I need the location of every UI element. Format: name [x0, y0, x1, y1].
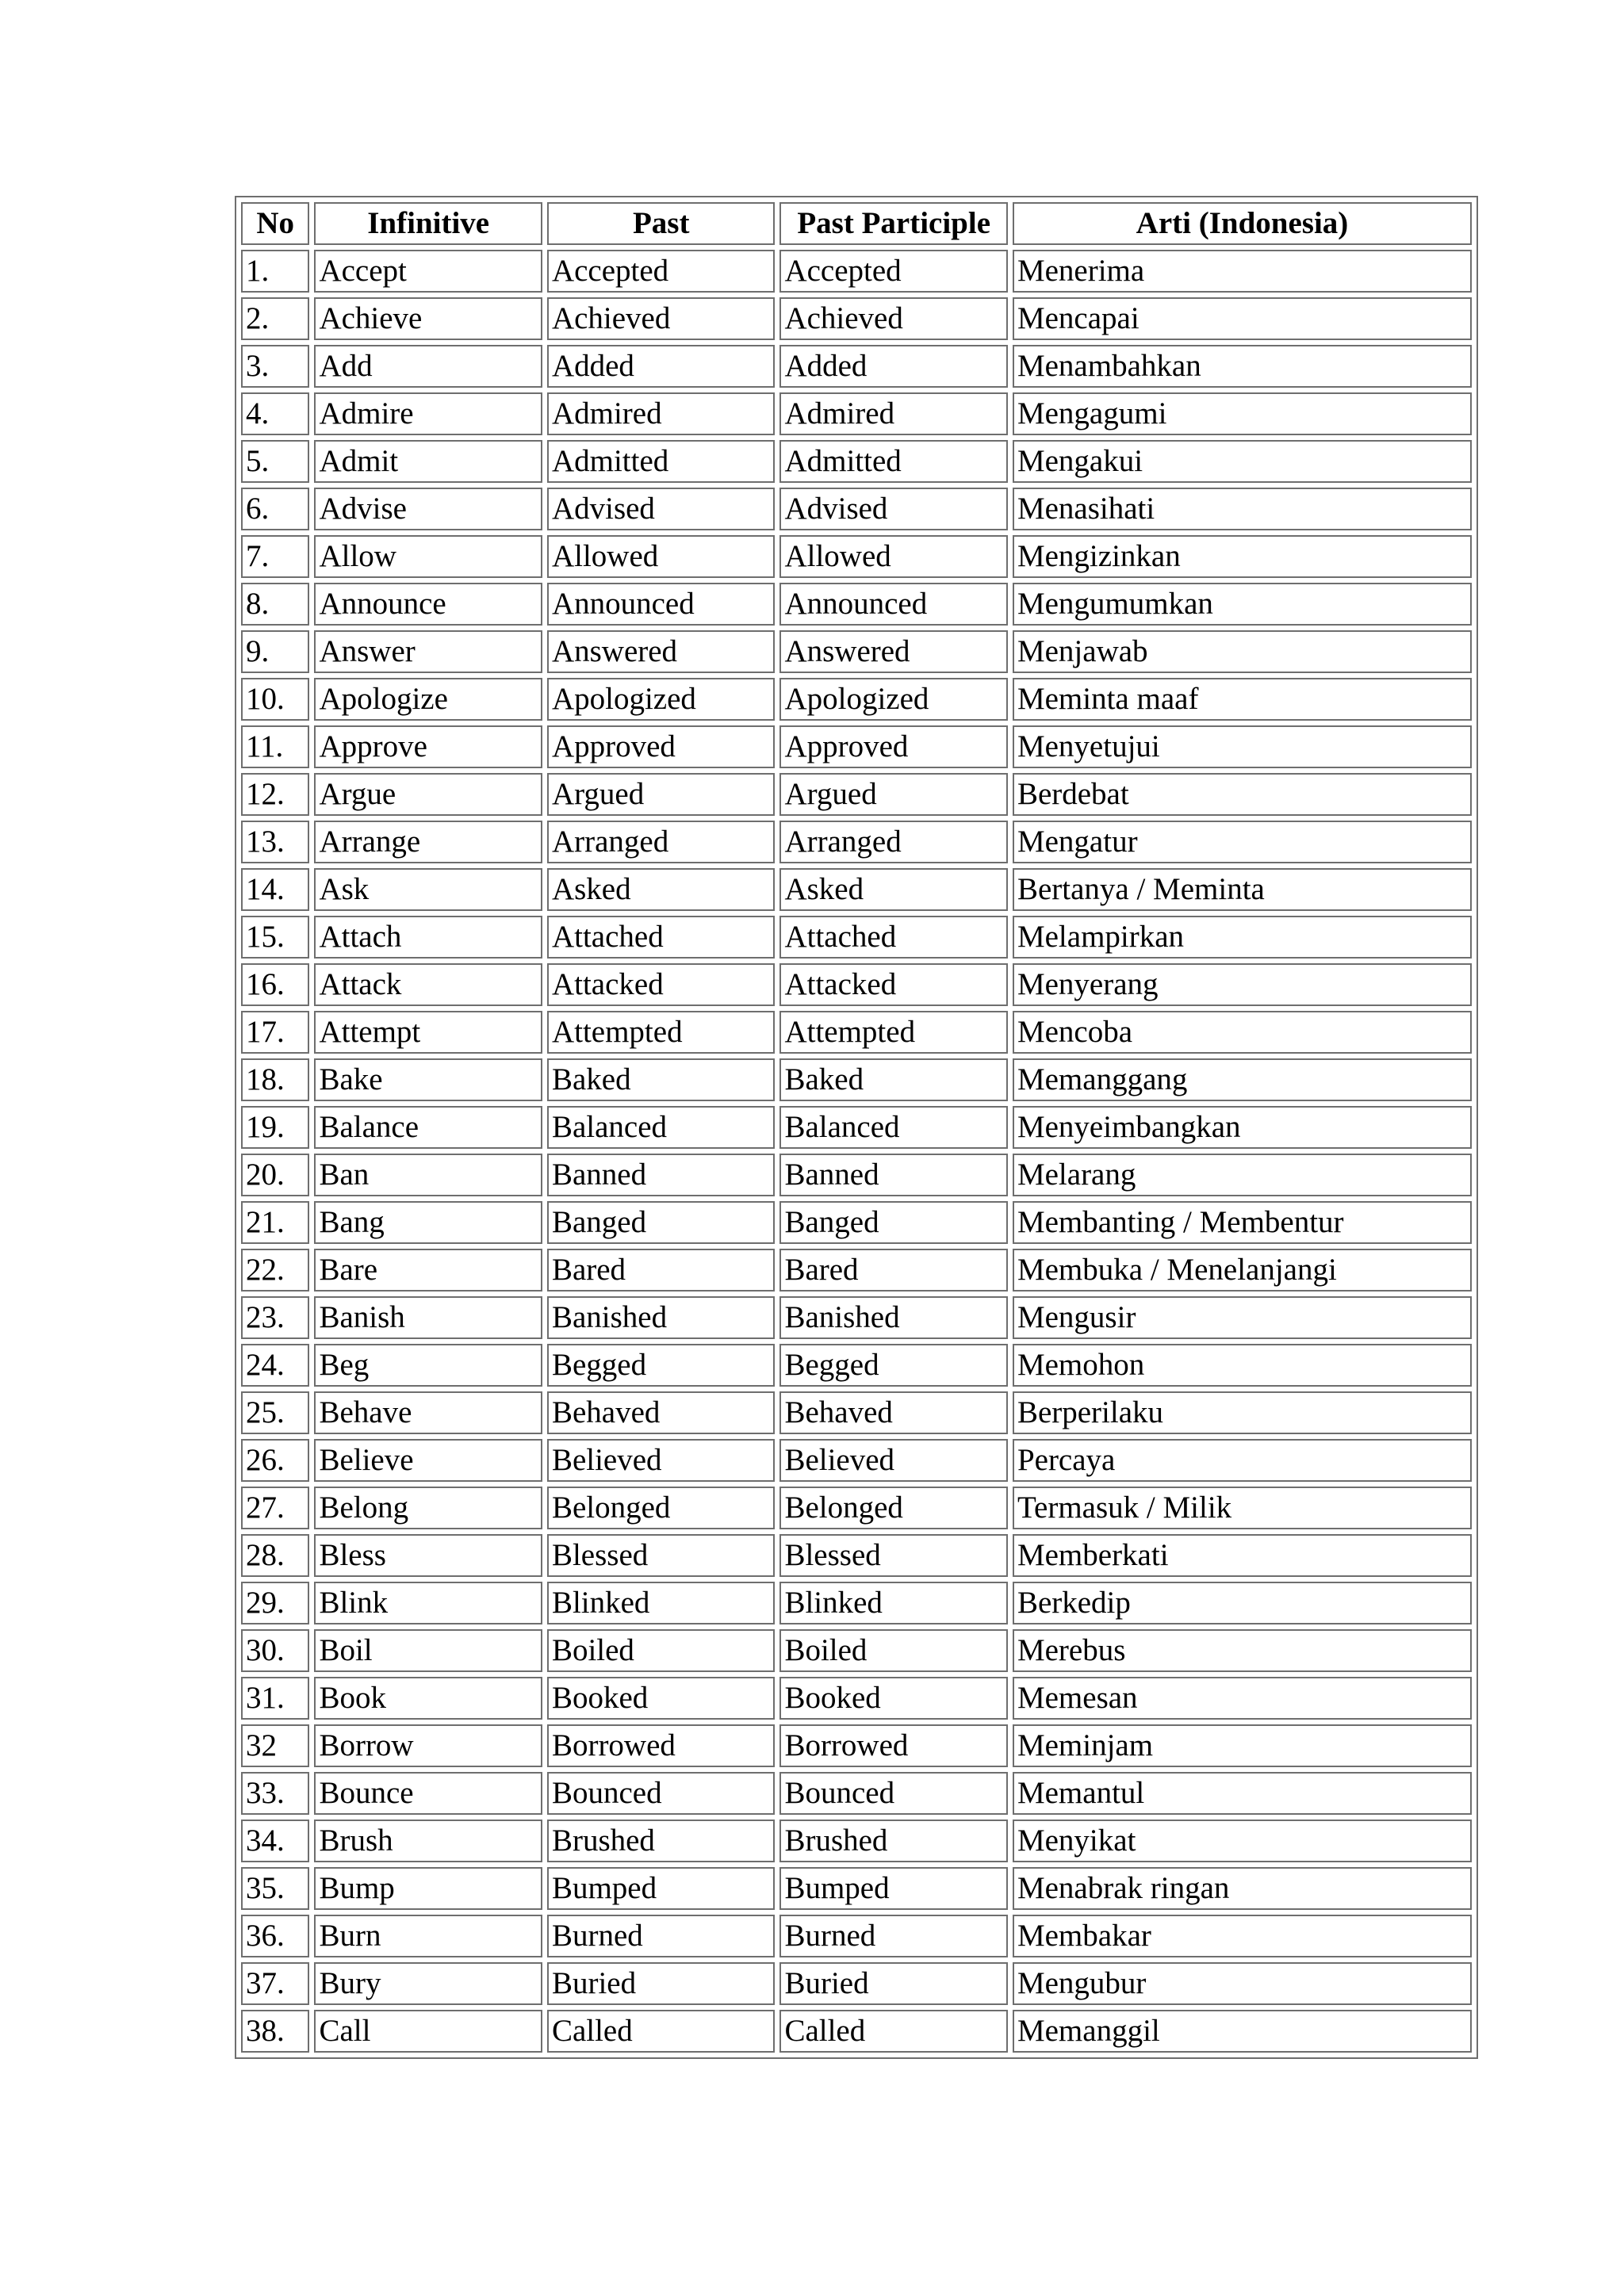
- cell-past-participle: Announced: [779, 583, 1008, 626]
- cell-arti: Menambahkan: [1013, 345, 1472, 388]
- cell-past-participle: Belonged: [779, 1487, 1008, 1529]
- cell-no: 17.: [241, 1011, 309, 1054]
- cell-past-participle: Begged: [779, 1344, 1008, 1387]
- cell-past: Admired: [547, 392, 776, 435]
- cell-infinitive: Bang: [314, 1201, 542, 1244]
- cell-infinitive: Achieve: [314, 297, 542, 340]
- cell-arti: Mengumumkan: [1013, 583, 1472, 626]
- cell-past: Borrowed: [547, 1724, 776, 1767]
- cell-arti: Memesan: [1013, 1677, 1472, 1720]
- cell-no: 12.: [241, 773, 309, 816]
- table-body: [241, 250, 1472, 2053]
- cell-past-participle: Bumped: [779, 1867, 1008, 1910]
- cell-past-participle: Approved: [779, 725, 1008, 768]
- table-row: [241, 392, 1472, 435]
- table-row: [241, 1867, 1472, 1910]
- cell-arti: Mengakui: [1013, 440, 1472, 483]
- cell-no: 23.: [241, 1296, 309, 1339]
- cell-arti: Termasuk / Milik: [1013, 1487, 1472, 1529]
- cell-no: 4.: [241, 392, 309, 435]
- cell-arti: Mengusir: [1013, 1296, 1472, 1339]
- cell-arti: Mencapai: [1013, 297, 1472, 340]
- cell-past-participle: Called: [779, 2010, 1008, 2053]
- cell-past: Announced: [547, 583, 776, 626]
- cell-infinitive: Attempt: [314, 1011, 542, 1054]
- cell-past-participle: Blessed: [779, 1534, 1008, 1577]
- cell-infinitive: Banish: [314, 1296, 542, 1339]
- cell-no: 38.: [241, 2010, 309, 2053]
- cell-past-participle: Banished: [779, 1296, 1008, 1339]
- header-arti: Arti (Indonesia): [1013, 202, 1472, 245]
- header-past-participle: Past Participle: [779, 202, 1008, 245]
- cell-arti: Menyikat: [1013, 1820, 1472, 1862]
- cell-infinitive: Beg: [314, 1344, 542, 1387]
- cell-past: Buried: [547, 1962, 776, 2005]
- cell-arti: Meminta maaf: [1013, 678, 1472, 721]
- cell-past-participle: Apologized: [779, 678, 1008, 721]
- cell-past: Added: [547, 345, 776, 388]
- cell-past-participle: Attempted: [779, 1011, 1008, 1054]
- table-row: [241, 1582, 1472, 1624]
- cell-arti: Memanggil: [1013, 2010, 1472, 2053]
- cell-no: 19.: [241, 1106, 309, 1149]
- cell-arti: Membanting / Membentur: [1013, 1201, 1472, 1244]
- cell-arti: Memanggang: [1013, 1058, 1472, 1101]
- cell-arti: Mengubur: [1013, 1962, 1472, 2005]
- cell-past-participle: Accepted: [779, 250, 1008, 293]
- cell-infinitive: Answer: [314, 630, 542, 673]
- table-row: [241, 583, 1472, 626]
- cell-no: 24.: [241, 1344, 309, 1387]
- cell-no: 13.: [241, 821, 309, 863]
- cell-past: Bared: [547, 1249, 776, 1292]
- table-row: [241, 1439, 1472, 1482]
- table-row: [241, 1915, 1472, 1957]
- cell-no: 9.: [241, 630, 309, 673]
- cell-infinitive: Advise: [314, 488, 542, 530]
- cell-no: 18.: [241, 1058, 309, 1101]
- cell-arti: Menjawab: [1013, 630, 1472, 673]
- cell-past: Attempted: [547, 1011, 776, 1054]
- table-row: [241, 868, 1472, 911]
- cell-arti: Mengizinkan: [1013, 535, 1472, 578]
- cell-arti: Berdebat: [1013, 773, 1472, 816]
- cell-past-participle: Attached: [779, 916, 1008, 959]
- cell-past: Called: [547, 2010, 776, 2053]
- cell-no: 26.: [241, 1439, 309, 1482]
- cell-past: Bumped: [547, 1867, 776, 1910]
- table-row: [241, 1629, 1472, 1672]
- cell-no: 33.: [241, 1772, 309, 1815]
- cell-past: Achieved: [547, 297, 776, 340]
- cell-past-participle: Achieved: [779, 297, 1008, 340]
- table-row: [241, 1391, 1472, 1434]
- cell-infinitive: Announce: [314, 583, 542, 626]
- cell-past: Answered: [547, 630, 776, 673]
- cell-no: 36.: [241, 1915, 309, 1957]
- cell-past-participle: Bared: [779, 1249, 1008, 1292]
- cell-past-participle: Brushed: [779, 1820, 1008, 1862]
- cell-no: 37.: [241, 1962, 309, 2005]
- cell-past-participle: Banged: [779, 1201, 1008, 1244]
- cell-past: Attacked: [547, 963, 776, 1006]
- cell-past-participle: Argued: [779, 773, 1008, 816]
- cell-no: 30.: [241, 1629, 309, 1672]
- cell-arti: Mengatur: [1013, 821, 1472, 863]
- header-row: [241, 202, 1472, 245]
- cell-past-participle: Added: [779, 345, 1008, 388]
- cell-no: 5.: [241, 440, 309, 483]
- cell-no: 1.: [241, 250, 309, 293]
- verb-table: [235, 196, 1478, 2059]
- cell-arti: Menyeimbangkan: [1013, 1106, 1472, 1149]
- table-row: [241, 725, 1472, 768]
- cell-no: 15.: [241, 916, 309, 959]
- cell-past: Blinked: [547, 1582, 776, 1624]
- cell-arti: Memohon: [1013, 1344, 1472, 1387]
- cell-no: 20.: [241, 1154, 309, 1196]
- cell-past: Asked: [547, 868, 776, 911]
- cell-arti: Menyerang: [1013, 963, 1472, 1006]
- table-row: [241, 1154, 1472, 1196]
- cell-infinitive: Behave: [314, 1391, 542, 1434]
- table-row: [241, 1534, 1472, 1577]
- table-row: [241, 1249, 1472, 1292]
- cell-infinitive: Bake: [314, 1058, 542, 1101]
- cell-infinitive: Boil: [314, 1629, 542, 1672]
- cell-infinitive: Burn: [314, 1915, 542, 1957]
- cell-infinitive: Ban: [314, 1154, 542, 1196]
- cell-no: 28.: [241, 1534, 309, 1577]
- cell-past: Burned: [547, 1915, 776, 1957]
- table-row: [241, 963, 1472, 1006]
- cell-past-participle: Baked: [779, 1058, 1008, 1101]
- table-row: [241, 1201, 1472, 1244]
- table-row: [241, 678, 1472, 721]
- cell-arti: Percaya: [1013, 1439, 1472, 1482]
- cell-no: 6.: [241, 488, 309, 530]
- table-row: [241, 1487, 1472, 1529]
- cell-past: Baked: [547, 1058, 776, 1101]
- cell-arti: Menerima: [1013, 250, 1472, 293]
- table-row: [241, 1344, 1472, 1387]
- cell-no: 35.: [241, 1867, 309, 1910]
- table-row: [241, 488, 1472, 530]
- cell-infinitive: Argue: [314, 773, 542, 816]
- cell-no: 34.: [241, 1820, 309, 1862]
- table-row: [241, 1962, 1472, 2005]
- cell-infinitive: Bounce: [314, 1772, 542, 1815]
- cell-infinitive: Arrange: [314, 821, 542, 863]
- cell-past: Admitted: [547, 440, 776, 483]
- cell-no: 16.: [241, 963, 309, 1006]
- cell-past: Begged: [547, 1344, 776, 1387]
- table-row: [241, 345, 1472, 388]
- cell-infinitive: Apologize: [314, 678, 542, 721]
- cell-past: Advised: [547, 488, 776, 530]
- cell-arti: Meminjam: [1013, 1724, 1472, 1767]
- cell-past-participle: Believed: [779, 1439, 1008, 1482]
- cell-past: Banged: [547, 1201, 776, 1244]
- cell-no: 31.: [241, 1677, 309, 1720]
- cell-arti: Membakar: [1013, 1915, 1472, 1957]
- cell-infinitive: Admire: [314, 392, 542, 435]
- table-row: [241, 250, 1472, 293]
- cell-arti: Memberkati: [1013, 1534, 1472, 1577]
- cell-arti: Mencoba: [1013, 1011, 1472, 1054]
- cell-arti: Memantul: [1013, 1772, 1472, 1815]
- cell-past: Accepted: [547, 250, 776, 293]
- table-row: [241, 297, 1472, 340]
- cell-infinitive: Allow: [314, 535, 542, 578]
- header-infinitive: Infinitive: [314, 202, 542, 245]
- cell-past-participle: Bounced: [779, 1772, 1008, 1815]
- cell-past-participle: Borrowed: [779, 1724, 1008, 1767]
- cell-arti: Melarang: [1013, 1154, 1472, 1196]
- cell-no: 3.: [241, 345, 309, 388]
- cell-infinitive: Brush: [314, 1820, 542, 1862]
- table-row: [241, 1677, 1472, 1720]
- cell-arti: Mengagumi: [1013, 392, 1472, 435]
- cell-past: Apologized: [547, 678, 776, 721]
- cell-arti: Berperilaku: [1013, 1391, 1472, 1434]
- cell-infinitive: Admit: [314, 440, 542, 483]
- cell-past: Believed: [547, 1439, 776, 1482]
- cell-past-participle: Blinked: [779, 1582, 1008, 1624]
- cell-infinitive: Bless: [314, 1534, 542, 1577]
- cell-past-participle: Boiled: [779, 1629, 1008, 1672]
- cell-no: 32: [241, 1724, 309, 1767]
- cell-arti: Menabrak ringan: [1013, 1867, 1472, 1910]
- cell-past-participle: Admitted: [779, 440, 1008, 483]
- cell-infinitive: Belong: [314, 1487, 542, 1529]
- cell-infinitive: Bump: [314, 1867, 542, 1910]
- cell-infinitive: Borrow: [314, 1724, 542, 1767]
- cell-infinitive: Add: [314, 345, 542, 388]
- cell-past: Allowed: [547, 535, 776, 578]
- cell-infinitive: Book: [314, 1677, 542, 1720]
- cell-past: Brushed: [547, 1820, 776, 1862]
- cell-past-participle: Answered: [779, 630, 1008, 673]
- cell-arti: Merebus: [1013, 1629, 1472, 1672]
- table-row: [241, 1820, 1472, 1862]
- cell-past-participle: Buried: [779, 1962, 1008, 2005]
- cell-infinitive: Approve: [314, 725, 542, 768]
- cell-arti: Membuka / Menelanjangi: [1013, 1249, 1472, 1292]
- cell-past-participle: Arranged: [779, 821, 1008, 863]
- cell-past: Behaved: [547, 1391, 776, 1434]
- cell-infinitive: Call: [314, 2010, 542, 2053]
- table-row: [241, 773, 1472, 816]
- cell-past-participle: Admired: [779, 392, 1008, 435]
- cell-past-participle: Behaved: [779, 1391, 1008, 1434]
- cell-past: Attached: [547, 916, 776, 959]
- cell-no: 29.: [241, 1582, 309, 1624]
- cell-infinitive: Bury: [314, 1962, 542, 2005]
- cell-past-participle: Banned: [779, 1154, 1008, 1196]
- table-row: [241, 2010, 1472, 2053]
- cell-infinitive: Attach: [314, 916, 542, 959]
- table-header: [241, 202, 1472, 245]
- cell-past: Blessed: [547, 1534, 776, 1577]
- cell-past: Approved: [547, 725, 776, 768]
- cell-past-participle: Burned: [779, 1915, 1008, 1957]
- cell-past: Booked: [547, 1677, 776, 1720]
- cell-infinitive: Ask: [314, 868, 542, 911]
- cell-past-participle: Balanced: [779, 1106, 1008, 1149]
- cell-past: Bounced: [547, 1772, 776, 1815]
- cell-past: Banned: [547, 1154, 776, 1196]
- cell-infinitive: Blink: [314, 1582, 542, 1624]
- cell-arti: Menyetujui: [1013, 725, 1472, 768]
- cell-past-participle: Booked: [779, 1677, 1008, 1720]
- cell-past-participle: Advised: [779, 488, 1008, 530]
- table-row: [241, 1296, 1472, 1339]
- cell-past: Boiled: [547, 1629, 776, 1672]
- cell-no: 11.: [241, 725, 309, 768]
- cell-past: Belonged: [547, 1487, 776, 1529]
- table-row: [241, 1772, 1472, 1815]
- cell-past-participle: Attacked: [779, 963, 1008, 1006]
- cell-no: 21.: [241, 1201, 309, 1244]
- table-row: [241, 821, 1472, 863]
- cell-no: 10.: [241, 678, 309, 721]
- header-past: Past: [547, 202, 776, 245]
- table-row: [241, 1106, 1472, 1149]
- cell-past-participle: Asked: [779, 868, 1008, 911]
- table-row: [241, 630, 1472, 673]
- cell-no: 25.: [241, 1391, 309, 1434]
- cell-infinitive: Balance: [314, 1106, 542, 1149]
- cell-past: Arranged: [547, 821, 776, 863]
- cell-infinitive: Attack: [314, 963, 542, 1006]
- table-row: [241, 1011, 1472, 1054]
- cell-no: 8.: [241, 583, 309, 626]
- table-row: [241, 440, 1472, 483]
- table-row: [241, 1724, 1472, 1767]
- cell-infinitive: Accept: [314, 250, 542, 293]
- header-no: No: [241, 202, 309, 245]
- table-row: [241, 1058, 1472, 1101]
- cell-no: 7.: [241, 535, 309, 578]
- cell-arti: Melampirkan: [1013, 916, 1472, 959]
- cell-past: Banished: [547, 1296, 776, 1339]
- cell-no: 22.: [241, 1249, 309, 1292]
- cell-past-participle: Allowed: [779, 535, 1008, 578]
- cell-no: 2.: [241, 297, 309, 340]
- cell-infinitive: Believe: [314, 1439, 542, 1482]
- cell-past: Argued: [547, 773, 776, 816]
- cell-no: 14.: [241, 868, 309, 911]
- cell-arti: Menasihati: [1013, 488, 1472, 530]
- cell-infinitive: Bare: [314, 1249, 542, 1292]
- table-row: [241, 916, 1472, 959]
- cell-arti: Berkedip: [1013, 1582, 1472, 1624]
- cell-no: 27.: [241, 1487, 309, 1529]
- cell-past: Balanced: [547, 1106, 776, 1149]
- cell-arti: Bertanya / Meminta: [1013, 868, 1472, 911]
- table-row: [241, 535, 1472, 578]
